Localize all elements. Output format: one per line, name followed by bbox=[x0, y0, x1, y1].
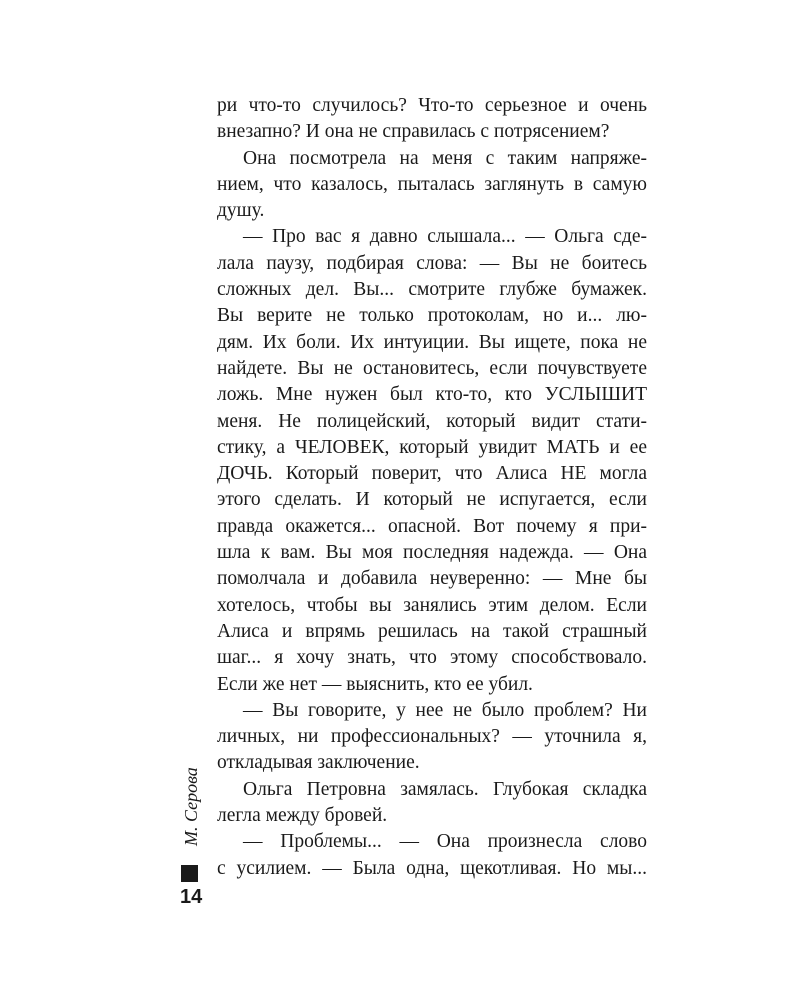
text-line: — Вы говорите, у нее не было проблем? Ни bbox=[243, 699, 647, 721]
text-line: ДОЧЬ. Который поверит, что Алиса НЕ могла bbox=[217, 463, 647, 485]
page-number: 14 bbox=[180, 886, 203, 908]
text-line: сложных дел. Вы... смотрите глубже бумажек. bbox=[217, 279, 647, 301]
page-marker bbox=[181, 865, 198, 882]
text-line: личных, ни профессиональных? — уточнила я, bbox=[217, 726, 647, 748]
text-line: Ольга Петровна замялась. Глубокая складка bbox=[243, 778, 647, 800]
text-line: этого сделать. И который не испугается, если bbox=[217, 489, 647, 511]
text-line: правда окажется... опасной. Вот почему я при- bbox=[217, 515, 647, 537]
text-line: лала паузу, подбирая слова: — Вы не боитесь bbox=[217, 252, 647, 274]
text-line: — Про вас я давно слышала... — Ольга сде- bbox=[243, 226, 647, 248]
text-line: — Проблемы... — Она произнесла слово bbox=[243, 831, 647, 853]
body-text bbox=[217, 93, 647, 882]
text-line: дям. Их боли. Их интуиции. Вы ищете, пока не bbox=[217, 331, 647, 353]
text-line: ложь. Мне нужен был кто-то, кто УСЛЫШИТ bbox=[217, 384, 647, 406]
text-line: откладывая заключение. bbox=[217, 752, 420, 774]
text-line: Вы верите не только протоколам, но и... лю- bbox=[217, 305, 647, 327]
text-line: Она посмотрела на меня с таким напряже- bbox=[243, 147, 647, 169]
text-line: найдете. Вы не остановитесь, если почувствуете bbox=[217, 357, 647, 379]
text-line: помолчала и добавила неуверенно: — Мне бы bbox=[217, 568, 647, 590]
text-line: шаг... я хочу знать, что этому способствовало. bbox=[217, 647, 647, 669]
text-line: Если же нет — выяснить, кто ее убил. bbox=[217, 673, 533, 695]
text-line: душу. bbox=[217, 200, 265, 222]
text-line: внезапно? И она не справилась с потрясением? bbox=[217, 121, 610, 143]
text-line: Алиса и впрямь решилась на такой страшный bbox=[217, 620, 647, 642]
text-line: стику, а ЧЕЛОВЕК, который увидит МАТЬ и ее bbox=[217, 436, 647, 458]
text-line: легла между бровей. bbox=[217, 805, 388, 827]
running-author: М. Серова bbox=[181, 767, 201, 846]
text-line: ри что-то случилось? Что-то серьезное и очень bbox=[217, 95, 647, 116]
text-line: шла к вам. Вы моя последняя надежда. — Она bbox=[217, 542, 647, 564]
text-line: с усилием. — Была одна, щекотливая. Но мы... bbox=[217, 857, 647, 879]
text-line: меня. Не полицейский, который видит стати- bbox=[217, 410, 647, 432]
text-line: хотелось, чтобы вы занялись этим делом. Если bbox=[217, 594, 647, 616]
text-line: нием, что казалось, пыталась заглянуть в самую bbox=[217, 173, 647, 195]
